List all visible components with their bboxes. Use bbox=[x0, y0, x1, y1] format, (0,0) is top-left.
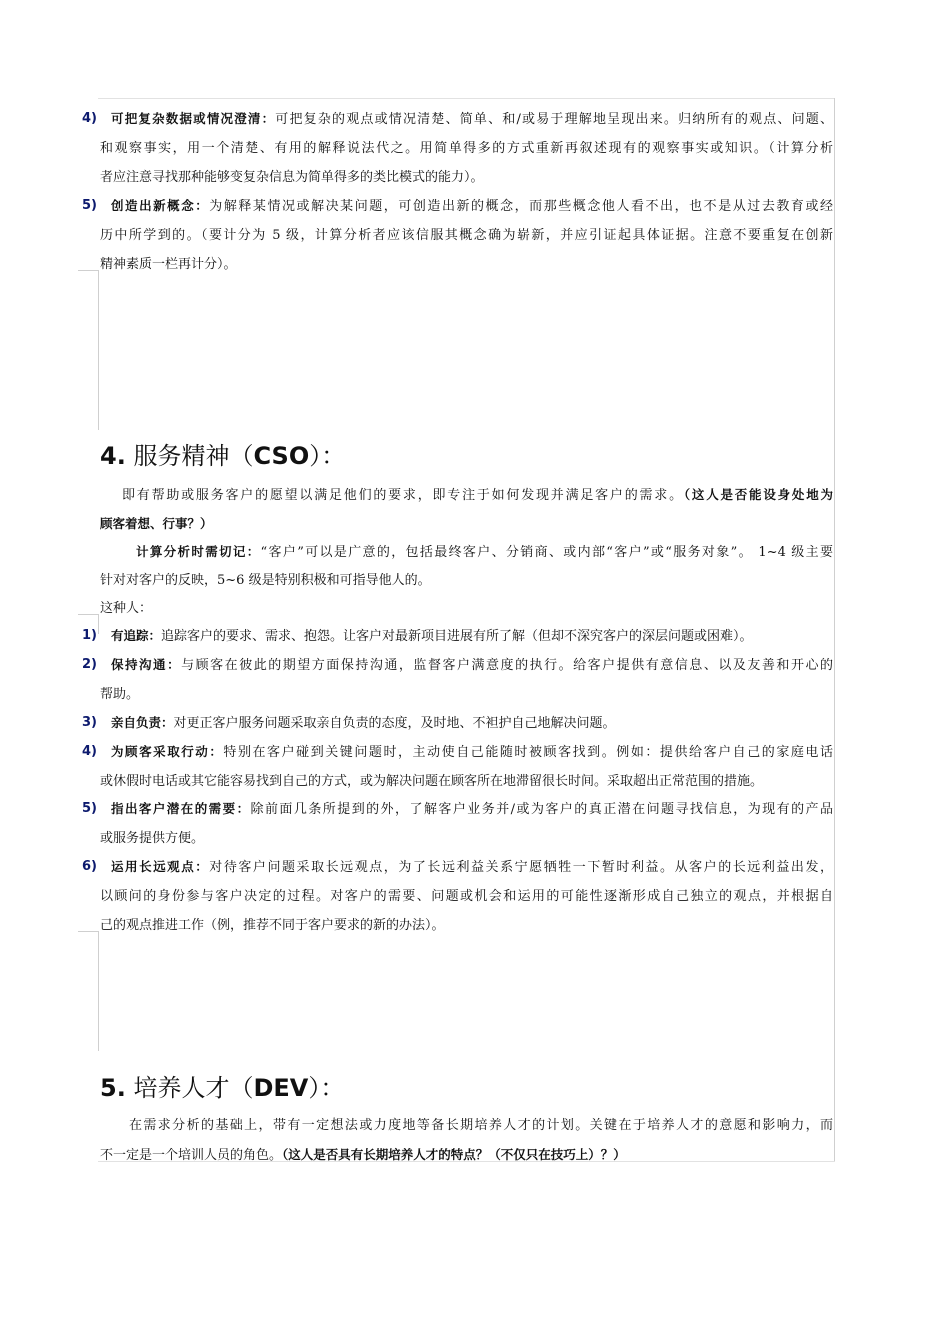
item-text: 者应注意寻找那种能够变复杂信息为简单得多的类比模式的能力）。 bbox=[100, 170, 484, 185]
item-number: 5) bbox=[82, 198, 97, 213]
item-title: 可把复杂数据或情况澄清： bbox=[111, 111, 276, 126]
item-number: 6) bbox=[82, 859, 97, 874]
section-note: 针对对客户的反映，5~6 级是特别积极和可指导他人的。 bbox=[100, 573, 431, 588]
section-intro: 在需求分析的基础上，带有一定想法或力度地等备长期培养人才的计划。关键在于培养人才的意愿和影响力，而 bbox=[129, 1118, 833, 1133]
section-heading: 5. 培养人才（DEV）： bbox=[100, 1074, 345, 1102]
section-title-end: ）： bbox=[308, 1074, 345, 1102]
item-number: 4) bbox=[82, 744, 97, 759]
item-text: 精神素质一栏再计分）。 bbox=[100, 257, 237, 272]
list-item: 为顾客采取行动：特别在客户碰到关键问题时，主动使自己能随时被顾客找到。例如：提供给客户自己的家庭电话 bbox=[111, 744, 833, 760]
margin-rule bbox=[98, 614, 99, 634]
item-text: 和观察事实，用一个清楚、有用的解释说法代之。用简单得多的方式重新再叙述现有的观察事实或知识。（计算分析 bbox=[100, 141, 833, 156]
item-number: 4) bbox=[82, 111, 97, 126]
item-text: 或休假时电话或其它能容易找到自己的方式，或为解决问题在顾客所在地滞留很长时间。采取超出正常范围的措施。 bbox=[100, 774, 764, 789]
margin-tick bbox=[78, 931, 98, 932]
section-number: 5 bbox=[100, 1074, 117, 1102]
section-title: 培养人才（ bbox=[133, 1074, 254, 1102]
margin-tick bbox=[78, 270, 98, 271]
margin-tick bbox=[78, 614, 98, 615]
list-item bbox=[111, 110, 833, 128]
section-note: 计算分析时需切记：“客户”可以是广意的，包括最终客户、分销商、或内部“客户”或“服务对象”。 1~4 级主要 bbox=[136, 544, 833, 560]
item-text: 为解释某情况或解决某问题，可创造出新的概念，而那些概念他人看不出，也不是从过去教育或经 bbox=[209, 199, 833, 214]
margin-rule bbox=[98, 931, 99, 1051]
item-number: 1) bbox=[82, 628, 97, 643]
section-title: 服务精神（ bbox=[133, 442, 254, 470]
item-number: 3) bbox=[82, 715, 97, 730]
list-item: 指出客户潜在的需要：除前面几条所提到的外，了解客户业务并/或为客户的真正潜在问题寻找信息，为现有的产品 bbox=[111, 801, 833, 817]
item-text: 帮助。 bbox=[100, 687, 140, 702]
item-number: 5) bbox=[82, 801, 97, 816]
list-item bbox=[111, 197, 833, 215]
list-item: 保持沟通：与顾客在彼此的期望方面保持沟通，监督客户满意度的执行。给客户提供有意信息、以及友善和开心的 bbox=[111, 657, 833, 673]
section-intro-bold: 顾客着想、行事？） bbox=[100, 516, 213, 531]
list-lead: 这种人： bbox=[100, 601, 153, 616]
item-title: 创造出新概念： bbox=[111, 198, 210, 213]
section-heading: 4. 服务精神（CSO）： bbox=[100, 442, 346, 470]
item-text: 可把复杂的观点或情况清楚、简单、和/或易于理解地呈现出来。归纳所有的观点、问题、 bbox=[275, 112, 833, 127]
section-intro: 不一定是一个培训人员的角色。（这人是否具有长期培养人才的特点？（不仅只在技巧上）？） bbox=[100, 1147, 626, 1163]
item-text: 或服务提供方便。 bbox=[100, 831, 205, 846]
page-frame-top bbox=[98, 98, 835, 99]
section-code: DEV bbox=[253, 1074, 309, 1102]
item-text: 以顾问的身份参与客户决定的过程。对客户的需要、问题或机会和运用的可能性逐渐形成自己独立的观点，并根据自 bbox=[100, 889, 833, 904]
section-number: 4 bbox=[100, 442, 117, 470]
item-number: 2) bbox=[82, 657, 97, 672]
section-intro: 即有帮助或服务客户的愿望以满足他们的要求，即专注于如何发现并满足客户的需求。（这人是否能设身处地为 bbox=[122, 487, 833, 503]
margin-rule bbox=[98, 270, 99, 430]
list-item: 有追踪：追踪客户的要求、需求、抱怨。让客户对最新项目进展有所了解（但却不深究客户的深层问题或困难）。 bbox=[111, 628, 753, 644]
list-item: 运用长远观点：对待客户问题采取长远观点，为了长远利益关系宁愿牺牲一下暂时利益。从客户的长远利益出发， bbox=[111, 859, 833, 875]
section-code: CSO bbox=[253, 442, 310, 470]
item-text: 己的观点推进工作（例，推荐不同于客户要求的新的办法）。 bbox=[100, 918, 445, 933]
section-title-end: ）： bbox=[309, 442, 346, 470]
item-text: 历中所学到的。（要计分为 5 级，计算分析者应该信服其概念确为崭新，并应引证起具体证据。注意不要重复在创新 bbox=[100, 228, 833, 243]
list-item: 亲自负责：对更正客户服务问题采取亲自负责的态度，及时地、不袒护自己地解决问题。 bbox=[111, 715, 616, 731]
